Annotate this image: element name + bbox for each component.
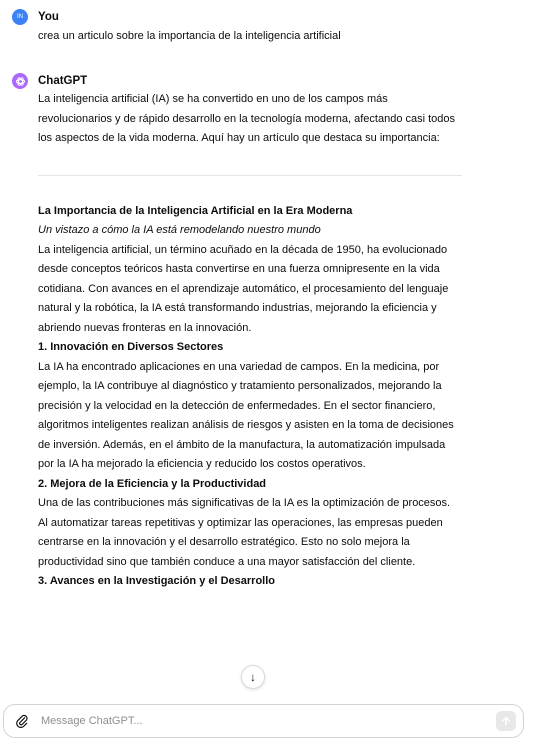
article-subtitle: Un vistazo a cómo la IA está remodelando nuestro mundo (38, 224, 321, 236)
section-3-heading: 3. Avances en la Investigación y el Desarrollo (38, 575, 276, 587)
arrow-up-icon (500, 715, 512, 727)
horizontal-divider (38, 175, 462, 176)
intro-paragraph: La inteligencia artificial (IA) se ha convertido en uno de los campos más revolucionarios y de rápido desarrollo en la tecnología moderna, afectando casi todos los aspectos de la vida moderna. Aquí hay un artículo que destaca su importancia: (38, 93, 456, 144)
scroll-to-bottom-button[interactable] (241, 665, 265, 689)
user-author-name: You (38, 11, 59, 23)
assistant-author-name: ChatGPT (38, 75, 88, 87)
openai-logo-icon (12, 73, 28, 89)
user-avatar: IN (12, 9, 28, 25)
section-2-heading: 2. Mejora de la Eficiencia y la Productividad (38, 477, 267, 490)
attach-button[interactable] (13, 712, 31, 730)
section-1-text: La IA ha encontrado aplicaciones en una variedad de campos. En la medicina, por ejemplo, la IA contribuye al diagnóstico y tratamiento personalizados, mejorando la precisión y la velocidad en la detección de enfermedades. En el sector financiero, algoritmos inteligentes realizan análisis de riesgos y asisten en la toma de decisiones de inversión. Además, en el ámbito de la manufactura, la automatización impulsada por la IA ha mejorado la eficiencia y reducido los costos operativos. (38, 360, 454, 470)
assistant-author-row (12, 72, 528, 90)
send-button[interactable] (496, 711, 516, 731)
assistant-message (12, 72, 528, 592)
message-composer (3, 704, 524, 738)
assistant-message-body (38, 90, 462, 592)
openai-logo-shape (15, 76, 26, 87)
user-author-row (12, 8, 528, 26)
article-title: La Importancia de la Inteligencia Artificial en la Era Moderna (38, 204, 353, 217)
section-1-heading: 1. Innovación en Diversos Sectores (38, 341, 224, 353)
article-paragraph-1: La inteligencia artificial, un término acuñado en la década de 1950, ha evolucionado desde conceptos teóricos hasta convertirse en una fuerza omnipresente en la vida cotidiana. Con avances en el aprendizaje automático, el procesamiento del lenguaje natural y la robótica, la IA está transformando industrias, mejorando la eficiencia y abriendo nuevas fronteras en la innovación. (38, 243, 449, 334)
paperclip-icon (15, 714, 29, 728)
user-message (12, 8, 528, 44)
arrow-down-icon: ↓ (250, 670, 256, 684)
section-2-text: Una de las contribuciones más significativas de la IA es la optimización de procesos. Al automatizar tareas repetitivas y optimizar las operaciones, las empresas pueden centrarse en la innovación y el desarrollo estratégico. Esto no solo mejora la productividad sino que también conduce a una mayor satisfacción del cliente. (38, 497, 451, 568)
user-message-text: crea un articulo sobre la importancia de la inteligencia artificial (38, 30, 341, 42)
message-input[interactable] (39, 714, 496, 728)
